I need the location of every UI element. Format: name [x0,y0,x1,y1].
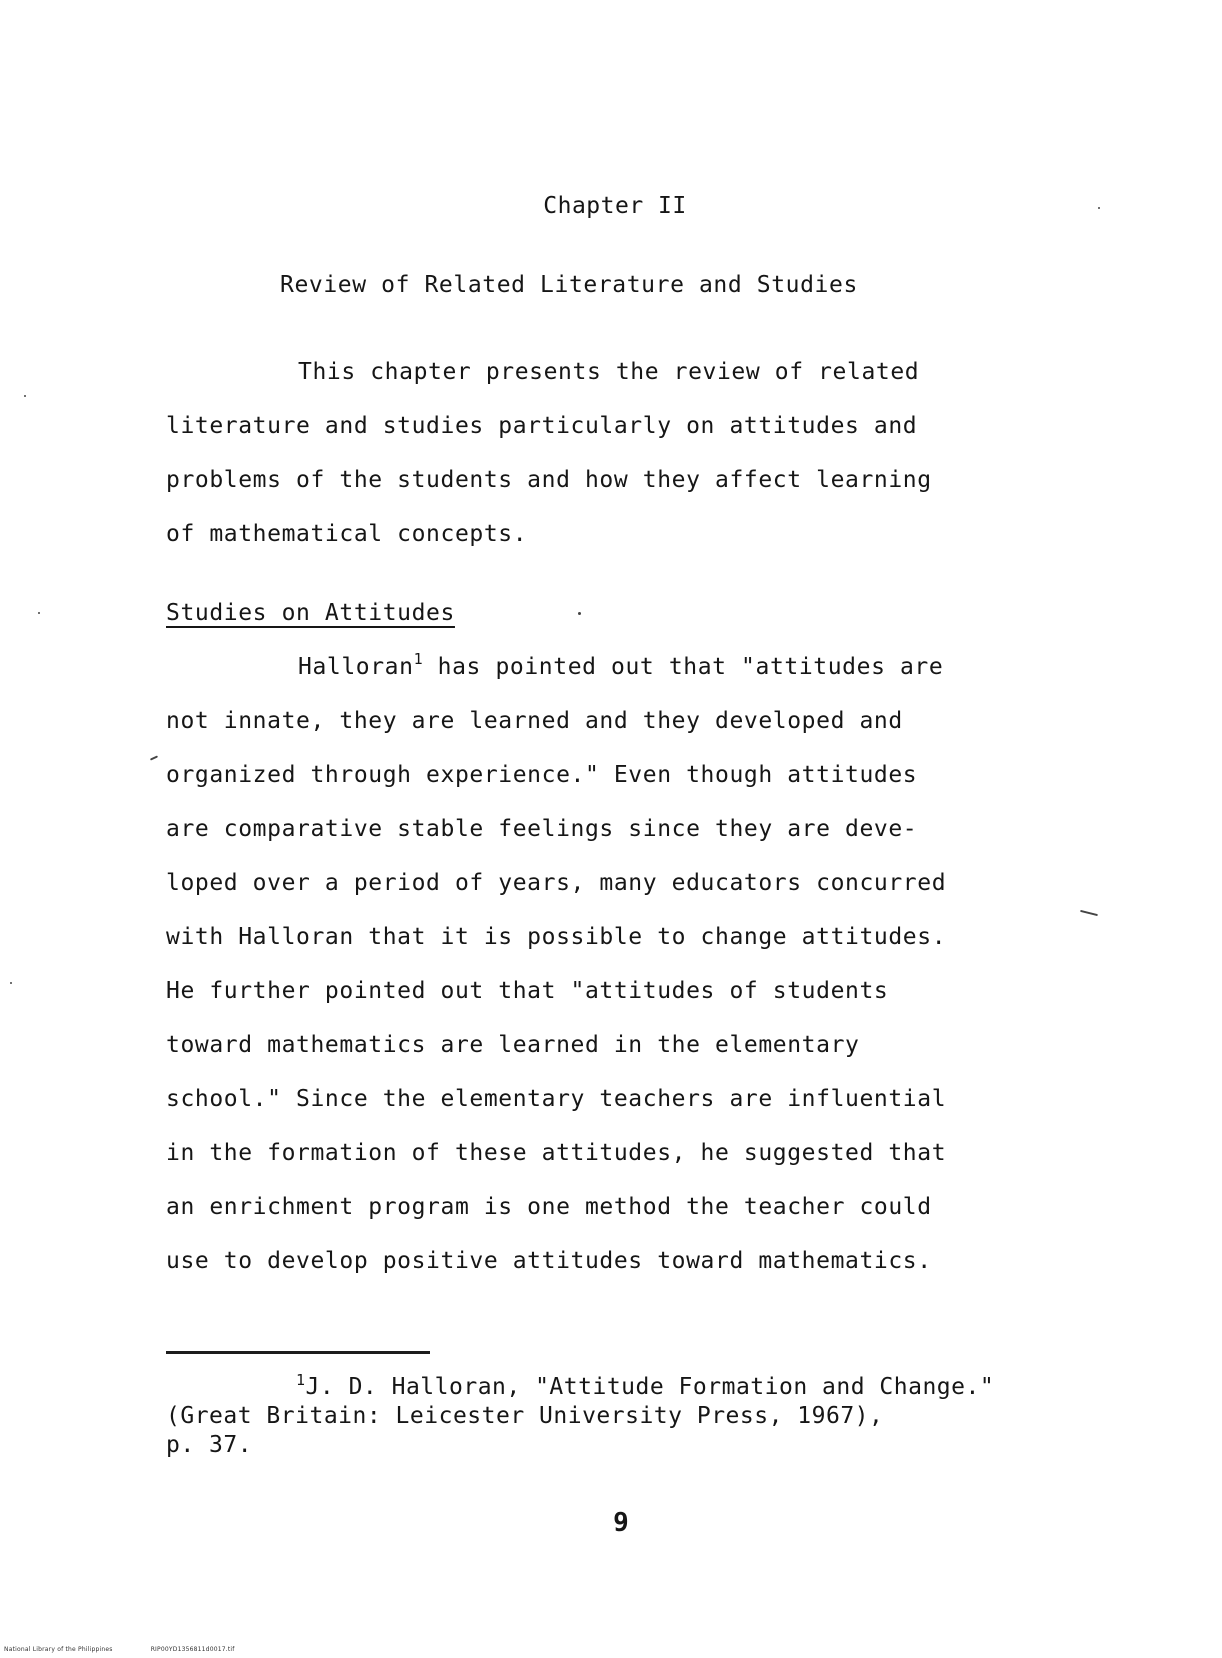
archive-library-name: National Library of the Philippines [4,1646,113,1653]
body-first-line-text: has pointed out that "attitudes are [423,654,944,680]
scan-speck [578,612,581,615]
scan-speck [1080,910,1098,916]
footnote-marker: 1 [296,1371,306,1389]
footnote-reference: 1 [413,650,424,668]
body-line: He further pointed out that "attitudes of students [166,978,889,1004]
intro-line: of mathematical concepts. [166,521,528,547]
archive-file-id: RIP00YD1356811d0017.tif [150,1646,235,1653]
intro-paragraph [166,345,932,561]
body-line: with Halloran that it is possible to change attitudes. [166,924,947,950]
scan-speck [1098,207,1100,209]
footnote-line: (Great Britain: Leicester University Press, 1967), [166,1403,884,1429]
footnote-citation: J. D. Halloran, "Attitude Formation and Change." [305,1374,995,1400]
footnote-line [166,1373,994,1402]
intro-line: problems of the students and how they affect learning [166,467,932,493]
body-line: organized through experience." Even though attitudes [166,762,918,788]
body-line: loped over a period of years, many educators concurred [166,870,947,896]
page-number: 9 [613,1508,629,1538]
scan-speck [150,755,158,760]
footnote-line: p. 37. [166,1432,253,1458]
body-line: school." Since the elementary teachers are influential [166,1086,947,1112]
chapter-title: Review of Related Literature and Studies [280,272,858,298]
section-heading: Studies on Attitudes [166,600,455,626]
scan-speck [10,982,12,984]
footnote-divider [166,1351,430,1354]
body-line: not innate, they are learned and they developed and [166,708,903,734]
body-first-line [166,640,946,694]
cited-author: Halloran [298,654,414,680]
scan-speck [24,395,26,397]
body-line: use to develop positive attitudes toward mathematics. [166,1248,932,1274]
chapter-number: Chapter II [543,193,687,219]
body-line: an enrichment program is one method the teacher could [166,1194,932,1220]
archive-stamp [4,1646,271,1653]
scan-speck [38,612,40,614]
body-line: in the formation of these attitudes, he suggested that [166,1140,947,1166]
body-paragraph [166,640,946,1288]
footnote [166,1373,994,1460]
intro-line: literature and studies particularly on attitudes and [166,413,918,439]
intro-line: This chapter presents the review of related [298,359,920,385]
body-line: toward mathematics are learned in the elementary [166,1032,860,1058]
body-line: are comparative stable feelings since they are deve- [166,816,918,842]
